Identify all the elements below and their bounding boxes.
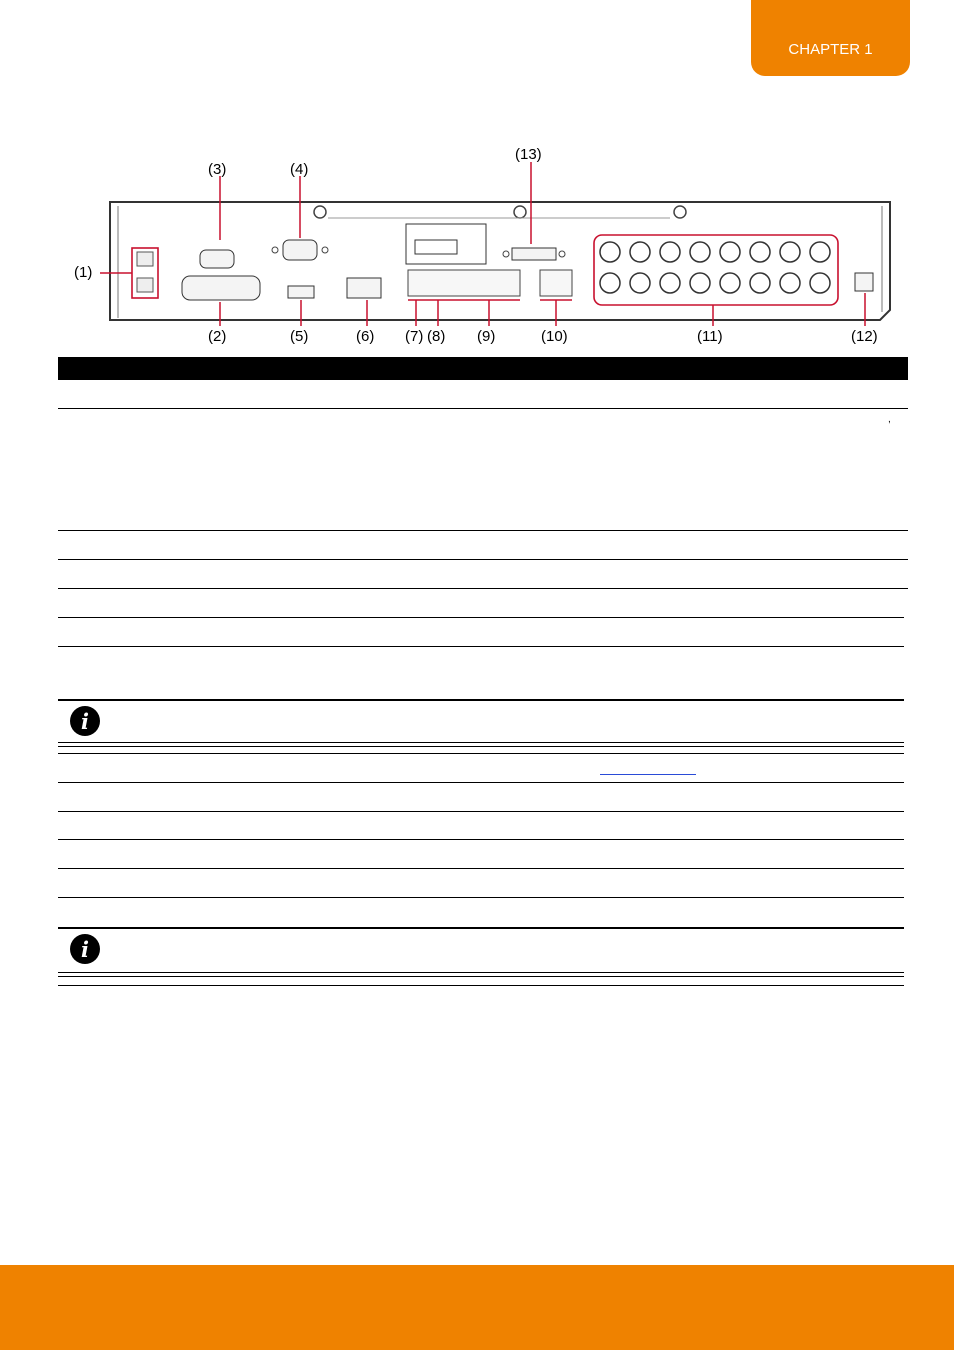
info-icon — [70, 934, 100, 964]
row-divider — [58, 782, 904, 783]
callout-4: (4) — [290, 161, 309, 178]
info-glyph: i — [81, 708, 89, 734]
note-bottom-rule — [58, 742, 904, 743]
row-divider — [58, 646, 904, 647]
hyperlink-underline[interactable] — [600, 774, 696, 775]
row-divider — [58, 588, 908, 589]
callout-5: (5) — [290, 328, 309, 345]
note-bottom-rule — [58, 972, 904, 973]
note-bottom-rule — [58, 976, 904, 977]
info-glyph: i — [81, 936, 89, 962]
note-bottom-rule — [58, 746, 904, 747]
footer-band — [0, 1265, 954, 1350]
table-header — [58, 357, 908, 380]
callout-3: (3) — [208, 161, 227, 178]
row-divider — [58, 897, 904, 898]
row-divider — [58, 811, 904, 812]
apostrophe-mark: , — [888, 414, 891, 425]
row-divider — [58, 408, 908, 409]
callout-7: (7) — [405, 328, 424, 345]
row-divider — [58, 530, 908, 531]
callout-13: (13) — [515, 146, 542, 163]
callout-6: (6) — [356, 328, 375, 345]
callout-11: (11) — [697, 328, 723, 345]
info-icon — [70, 706, 100, 736]
rear-panel-diagram — [70, 140, 910, 350]
note-top-rule — [58, 927, 904, 929]
row-divider — [58, 559, 908, 560]
callout-1: (1) — [74, 264, 93, 281]
row-divider — [58, 753, 904, 754]
note-top-rule — [58, 699, 904, 701]
callout-8: (8) — [427, 328, 446, 345]
callout-10: (10) — [541, 328, 568, 345]
row-divider — [58, 617, 904, 618]
row-divider — [58, 839, 904, 840]
callout-2: (2) — [208, 328, 227, 345]
row-divider — [58, 868, 904, 869]
callout-9: (9) — [477, 328, 496, 345]
chapter-tab — [751, 0, 910, 76]
rear-panel-illustration — [70, 140, 910, 350]
callout-12: (12) — [851, 328, 878, 345]
row-divider — [58, 985, 904, 986]
chapter-label: CHAPTER 1 — [788, 40, 873, 58]
